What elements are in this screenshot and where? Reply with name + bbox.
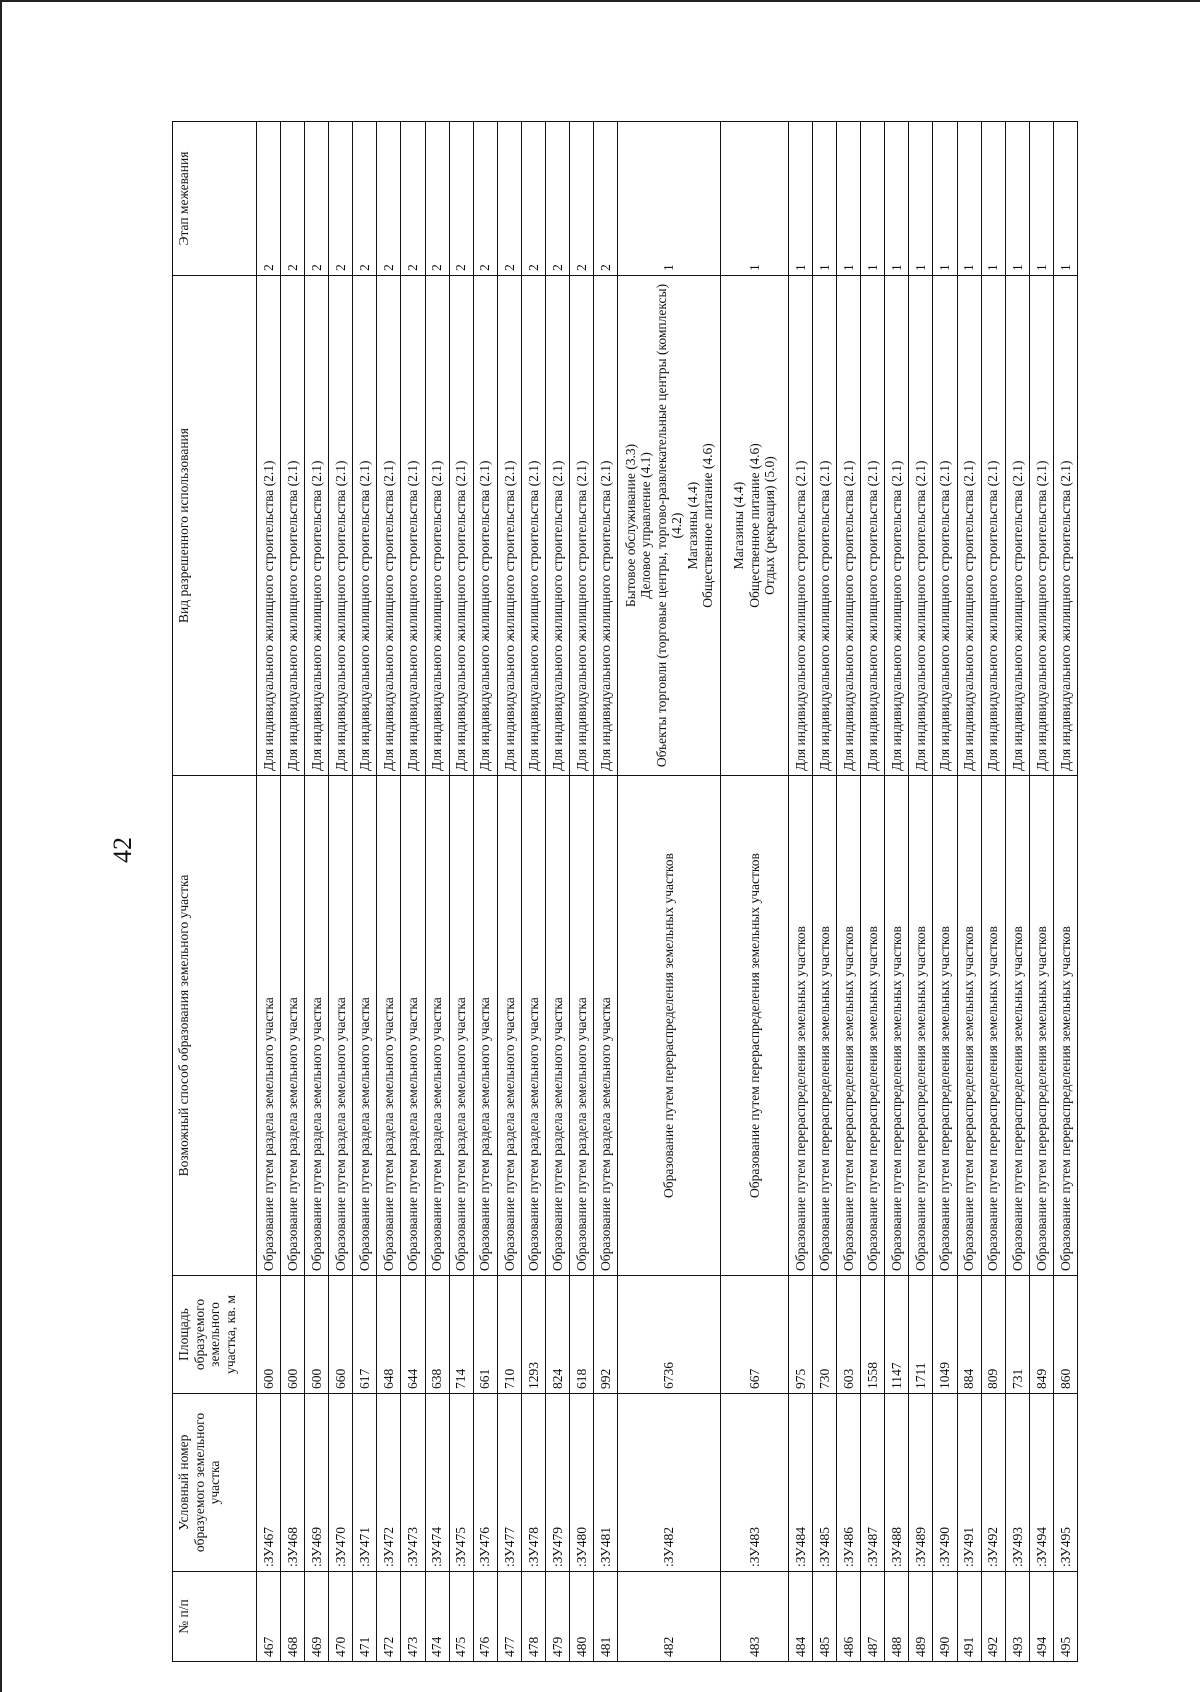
permitted-use-line: Отдых (рекреация) (5.0) <box>762 456 778 595</box>
permitted-use-line: Для индивидуального жилищного строительства (2.1) <box>381 460 397 771</box>
header-stage: Этап межевания <box>173 122 257 276</box>
plot-area: 603 <box>837 1276 861 1394</box>
survey-stage: 1 <box>837 122 861 276</box>
table-row <box>981 122 1005 1662</box>
permitted-use <box>570 276 594 776</box>
plot-code: :ЗУ472 <box>377 1394 401 1572</box>
row-number: 475 <box>449 1572 473 1662</box>
formation-method: Образование путем раздела земельного участка <box>329 776 353 1276</box>
permitted-use <box>594 276 618 776</box>
row-number: 467 <box>257 1572 281 1662</box>
permitted-use-line: Для индивидуального жилищного строительства (2.1) <box>840 460 856 771</box>
row-number: 469 <box>305 1572 329 1662</box>
row-number: 470 <box>329 1572 353 1662</box>
survey-stage: 1 <box>1053 122 1077 276</box>
table-row <box>957 122 981 1662</box>
survey-stage: 1 <box>721 122 789 276</box>
plot-area: 860 <box>1053 1276 1077 1394</box>
permitted-use <box>1053 276 1077 776</box>
table-row <box>305 122 329 1662</box>
permitted-use <box>813 276 837 776</box>
plot-area: 600 <box>281 1276 305 1394</box>
table-row <box>933 122 957 1662</box>
survey-stage: 2 <box>521 122 545 276</box>
row-number: 473 <box>401 1572 425 1662</box>
survey-stage: 2 <box>377 122 401 276</box>
table-row <box>329 122 353 1662</box>
plot-area: 1558 <box>861 1276 885 1394</box>
permitted-use-line: Для индивидуального жилищного строительства (2.1) <box>429 460 445 771</box>
permitted-use <box>545 276 569 776</box>
plot-code: :ЗУ477 <box>497 1394 521 1572</box>
survey-stage: 1 <box>618 122 721 276</box>
survey-stage: 1 <box>933 122 957 276</box>
survey-stage: 2 <box>545 122 569 276</box>
plot-code: :ЗУ468 <box>281 1394 305 1572</box>
row-number: 493 <box>1005 1572 1029 1662</box>
row-number: 480 <box>570 1572 594 1662</box>
formation-method: Образование путем раздела земельного участка <box>497 776 521 1276</box>
row-number: 490 <box>933 1572 957 1662</box>
row-number: 481 <box>594 1572 618 1662</box>
permitted-use-line: Для индивидуального жилищного строительства (2.1) <box>525 460 541 771</box>
survey-stage: 1 <box>813 122 837 276</box>
permitted-use-line: Для индивидуального жилищного строительства (2.1) <box>308 460 324 771</box>
plot-area: 975 <box>789 1276 813 1394</box>
permitted-use <box>618 276 721 776</box>
row-number: 484 <box>789 1572 813 1662</box>
scan-edge-left <box>0 0 2 1692</box>
plot-code: :ЗУ479 <box>545 1394 569 1572</box>
row-number: 482 <box>618 1572 721 1662</box>
table-row <box>521 122 545 1662</box>
permitted-use-line: Для индивидуального жилищного строительства (2.1) <box>597 460 613 771</box>
survey-stage: 1 <box>861 122 885 276</box>
plot-code: :ЗУ486 <box>837 1394 861 1572</box>
header-code: Условный номер образуемого земельного участка <box>173 1394 257 1572</box>
permitted-use <box>377 276 401 776</box>
permitted-use-line: Для индивидуального жилищного строительства (2.1) <box>865 460 881 771</box>
table-row <box>545 122 569 1662</box>
table-row <box>377 122 401 1662</box>
survey-stage: 1 <box>885 122 909 276</box>
plot-code: :ЗУ476 <box>473 1394 497 1572</box>
permitted-use-line: Общественное питание (4.6) <box>700 443 716 608</box>
table-row <box>885 122 909 1662</box>
formation-method: Образование путем перераспределения земельных участков <box>1005 776 1029 1276</box>
table-row <box>789 122 813 1662</box>
survey-stage: 2 <box>473 122 497 276</box>
table-row <box>1053 122 1077 1662</box>
plot-code: :ЗУ469 <box>305 1394 329 1572</box>
survey-stage: 1 <box>957 122 981 276</box>
formation-method: Образование путем перераспределения земельных участков <box>1053 776 1077 1276</box>
plot-code: :ЗУ481 <box>594 1394 618 1572</box>
formation-method: Образование путем перераспределения земельных участков <box>957 776 981 1276</box>
rotated-table-container <box>172 122 1078 1662</box>
permitted-use <box>885 276 909 776</box>
permitted-use <box>1029 276 1053 776</box>
table-row <box>594 122 618 1662</box>
plot-code: :ЗУ492 <box>981 1394 1005 1572</box>
permitted-use-line: Для индивидуального жилищного строительства (2.1) <box>913 460 929 771</box>
survey-stage: 2 <box>257 122 281 276</box>
survey-stage: 2 <box>570 122 594 276</box>
plot-area: 648 <box>377 1276 401 1394</box>
table-row <box>837 122 861 1662</box>
permitted-use-line: Для индивидуального жилищного строительства (2.1) <box>889 460 905 771</box>
plot-code: :ЗУ485 <box>813 1394 837 1572</box>
table-row <box>353 122 377 1662</box>
row-number: 492 <box>981 1572 1005 1662</box>
formation-method: Образование путем раздела земельного участка <box>545 776 569 1276</box>
header-method: Возможный способ образования земельного участка <box>173 776 257 1276</box>
row-number: 468 <box>281 1572 305 1662</box>
plot-code: :ЗУ490 <box>933 1394 957 1572</box>
permitted-use-line: Объекты торговли (торговые центры, торгово-развлекательные центры (комплексы) (4.2) <box>653 283 685 768</box>
row-number: 494 <box>1029 1572 1053 1662</box>
table-row <box>1005 122 1029 1662</box>
permitted-use-line: Бытовое обслуживание (3.3) <box>622 443 638 608</box>
formation-method: Образование путем раздела земельного участка <box>305 776 329 1276</box>
plot-code: :ЗУ487 <box>861 1394 885 1572</box>
plot-code: :ЗУ478 <box>521 1394 545 1572</box>
formation-method: Образование путем раздела земельного участка <box>353 776 377 1276</box>
permitted-use <box>425 276 449 776</box>
plot-area: 667 <box>721 1276 789 1394</box>
plot-area: 6736 <box>618 1276 721 1394</box>
row-number: 495 <box>1053 1572 1077 1662</box>
plot-code: :ЗУ495 <box>1053 1394 1077 1572</box>
plot-area: 644 <box>401 1276 425 1394</box>
permitted-use <box>329 276 353 776</box>
permitted-use-line: Деловое управление (4.1) <box>638 452 654 599</box>
formation-method: Образование путем раздела земельного участка <box>425 776 449 1276</box>
permitted-use <box>257 276 281 776</box>
table-row <box>813 122 837 1662</box>
table-row <box>570 122 594 1662</box>
land-plots-table <box>172 121 1078 1662</box>
permitted-use <box>861 276 885 776</box>
permitted-use-line: Для индивидуального жилищного строительства (2.1) <box>1057 460 1073 771</box>
row-number: 477 <box>497 1572 521 1662</box>
plot-area: 714 <box>449 1276 473 1394</box>
row-number: 483 <box>721 1572 789 1662</box>
survey-stage: 1 <box>789 122 813 276</box>
permitted-use-line: Для индивидуального жилищного строительства (2.1) <box>260 460 276 771</box>
table-row <box>861 122 885 1662</box>
permitted-use-line: Для индивидуального жилищного строительства (2.1) <box>284 460 300 771</box>
plot-area: 600 <box>305 1276 329 1394</box>
permitted-use <box>933 276 957 776</box>
permitted-use-line: Магазины (4.4) <box>684 481 700 570</box>
scan-edge-top <box>0 0 1200 2</box>
survey-stage: 1 <box>909 122 933 276</box>
permitted-use <box>981 276 1005 776</box>
permitted-use <box>721 276 789 776</box>
permitted-use <box>401 276 425 776</box>
plot-area: 992 <box>594 1276 618 1394</box>
formation-method: Образование путем раздела земельного участка <box>377 776 401 1276</box>
formation-method: Образование путем раздела земельного участка <box>281 776 305 1276</box>
survey-stage: 2 <box>401 122 425 276</box>
plot-code: :ЗУ470 <box>329 1394 353 1572</box>
survey-stage: 2 <box>281 122 305 276</box>
formation-method: Образование путем перераспределения земельных участков <box>837 776 861 1276</box>
plot-code: :ЗУ471 <box>353 1394 377 1572</box>
permitted-use <box>449 276 473 776</box>
plot-area: 1293 <box>521 1276 545 1394</box>
plot-area: 824 <box>545 1276 569 1394</box>
header-use: Вид разрешенного использования <box>173 276 257 776</box>
survey-stage: 2 <box>425 122 449 276</box>
table-row <box>281 122 305 1662</box>
plot-code: :ЗУ474 <box>425 1394 449 1572</box>
plot-area: 617 <box>353 1276 377 1394</box>
formation-method: Образование путем перераспределения земельных участков <box>933 776 957 1276</box>
plot-code: :ЗУ483 <box>721 1394 789 1572</box>
plot-area: 1711 <box>909 1276 933 1394</box>
table-row <box>401 122 425 1662</box>
plot-code: :ЗУ488 <box>885 1394 909 1572</box>
formation-method: Образование путем раздела земельного участка <box>473 776 497 1276</box>
permitted-use-line: Для индивидуального жилищного строительства (2.1) <box>405 460 421 771</box>
header-area: Площадь образуемого земельного участка, кв. м <box>173 1276 257 1394</box>
row-number: 487 <box>861 1572 885 1662</box>
formation-method: Образование путем перераспределения земельных участков <box>861 776 885 1276</box>
formation-method: Образование путем перераспределения земельных участков <box>813 776 837 1276</box>
formation-method: Образование путем перераспределения земельных участков <box>618 776 721 1276</box>
permitted-use <box>353 276 377 776</box>
plot-area: 638 <box>425 1276 449 1394</box>
row-number: 471 <box>353 1572 377 1662</box>
plot-area: 809 <box>981 1276 1005 1394</box>
permitted-use <box>1005 276 1029 776</box>
survey-stage: 1 <box>1005 122 1029 276</box>
permitted-use-line: Для индивидуального жилищного строительства (2.1) <box>333 460 349 771</box>
permitted-use-line: Магазины (4.4) <box>731 481 747 570</box>
table-header-row <box>173 122 257 1662</box>
table-row <box>473 122 497 1662</box>
table-row <box>721 122 789 1662</box>
permitted-use-line: Для индивидуального жилищного строительства (2.1) <box>573 460 589 771</box>
permitted-use-line: Для индивидуального жилищного строительства (2.1) <box>816 460 832 771</box>
permitted-use <box>497 276 521 776</box>
permitted-use-line: Для индивидуального жилищного строительства (2.1) <box>453 460 469 771</box>
permitted-use <box>909 276 933 776</box>
formation-method: Образование путем перераспределения земельных участков <box>909 776 933 1276</box>
plot-code: :ЗУ491 <box>957 1394 981 1572</box>
permitted-use <box>521 276 545 776</box>
survey-stage: 2 <box>329 122 353 276</box>
table-row <box>425 122 449 1662</box>
plot-code: :ЗУ484 <box>789 1394 813 1572</box>
permitted-use-line: Для индивидуального жилищного строительства (2.1) <box>549 460 565 771</box>
formation-method: Образование путем раздела земельного участка <box>570 776 594 1276</box>
formation-method: Образование путем раздела земельного участка <box>521 776 545 1276</box>
row-number: 491 <box>957 1572 981 1662</box>
plot-area: 849 <box>1029 1276 1053 1394</box>
survey-stage: 2 <box>497 122 521 276</box>
permitted-use <box>473 276 497 776</box>
row-number: 489 <box>909 1572 933 1662</box>
permitted-use-line: Для индивидуального жилищного строительства (2.1) <box>961 460 977 771</box>
formation-method: Образование путем раздела земельного участка <box>449 776 473 1276</box>
permitted-use-line: Для индивидуального жилищного строительства (2.1) <box>357 460 373 771</box>
header-num: № п/п <box>173 1572 257 1662</box>
row-number: 479 <box>545 1572 569 1662</box>
row-number: 486 <box>837 1572 861 1662</box>
permitted-use <box>957 276 981 776</box>
row-number: 474 <box>425 1572 449 1662</box>
permitted-use-line: Для индивидуального жилищного строительства (2.1) <box>477 460 493 771</box>
survey-stage: 2 <box>305 122 329 276</box>
permitted-use-line: Для индивидуального жилищного строительства (2.1) <box>1033 460 1049 771</box>
row-number: 485 <box>813 1572 837 1662</box>
table-row <box>618 122 721 1662</box>
permitted-use <box>837 276 861 776</box>
plot-area: 600 <box>257 1276 281 1394</box>
permitted-use-line: Общественное питание (4.6) <box>746 443 762 608</box>
plot-area: 618 <box>570 1276 594 1394</box>
table-body <box>257 122 1078 1662</box>
survey-stage: 1 <box>981 122 1005 276</box>
survey-stage: 2 <box>594 122 618 276</box>
table-row <box>257 122 281 1662</box>
plot-code: :ЗУ467 <box>257 1394 281 1572</box>
permitted-use-line: Для индивидуального жилищного строительства (2.1) <box>1009 460 1025 771</box>
permitted-use <box>789 276 813 776</box>
survey-stage: 2 <box>353 122 377 276</box>
plot-area: 661 <box>473 1276 497 1394</box>
permitted-use-line: Для индивидуального жилищного строительства (2.1) <box>985 460 1001 771</box>
row-number: 488 <box>885 1572 909 1662</box>
row-number: 476 <box>473 1572 497 1662</box>
row-number: 472 <box>377 1572 401 1662</box>
plot-area: 660 <box>329 1276 353 1394</box>
formation-method: Образование путем перераспределения земельных участков <box>981 776 1005 1276</box>
formation-method: Образование путем раздела земельного участка <box>594 776 618 1276</box>
formation-method: Образование путем раздела земельного участка <box>257 776 281 1276</box>
formation-method: Образование путем перераспределения земельных участков <box>789 776 813 1276</box>
plot-area: 710 <box>497 1276 521 1394</box>
plot-code: :ЗУ494 <box>1029 1394 1053 1572</box>
permitted-use-line: Для индивидуального жилищного строительства (2.1) <box>501 460 517 771</box>
survey-stage: 1 <box>1029 122 1053 276</box>
permitted-use <box>281 276 305 776</box>
permitted-use-line: Для индивидуального жилищного строительства (2.1) <box>792 460 808 771</box>
plot-code: :ЗУ473 <box>401 1394 425 1572</box>
page-number: 42 <box>108 837 137 863</box>
formation-method: Образование путем перераспределения земельных участков <box>721 776 789 1276</box>
table-row <box>909 122 933 1662</box>
table-row <box>1029 122 1053 1662</box>
formation-method: Образование путем раздела земельного участка <box>401 776 425 1276</box>
plot-area: 1147 <box>885 1276 909 1394</box>
plot-code: :ЗУ475 <box>449 1394 473 1572</box>
formation-method: Образование путем перераспределения земельных участков <box>885 776 909 1276</box>
table-row <box>449 122 473 1662</box>
table-row <box>497 122 521 1662</box>
plot-code: :ЗУ482 <box>618 1394 721 1572</box>
survey-stage: 2 <box>449 122 473 276</box>
plot-code: :ЗУ493 <box>1005 1394 1029 1572</box>
formation-method: Образование путем перераспределения земельных участков <box>1029 776 1053 1276</box>
plot-area: 884 <box>957 1276 981 1394</box>
plot-area: 730 <box>813 1276 837 1394</box>
plot-code: :ЗУ480 <box>570 1394 594 1572</box>
plot-area: 1049 <box>933 1276 957 1394</box>
permitted-use-line: Для индивидуального жилищного строительства (2.1) <box>937 460 953 771</box>
plot-code: :ЗУ489 <box>909 1394 933 1572</box>
permitted-use <box>305 276 329 776</box>
plot-area: 731 <box>1005 1276 1029 1394</box>
row-number: 478 <box>521 1572 545 1662</box>
